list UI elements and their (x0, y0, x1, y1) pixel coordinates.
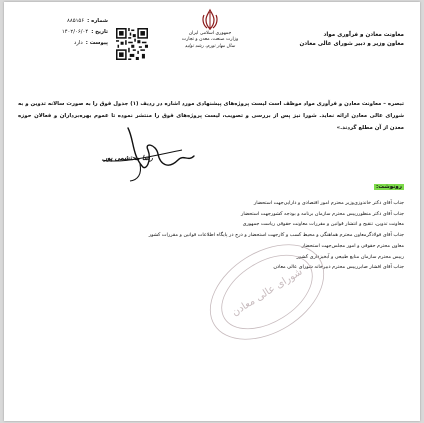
signer-name: رضا محتشمی پور (104, 154, 153, 162)
handwritten-signature (82, 120, 202, 182)
cc-item: معاون محترم حقوقی و امور مجلس‌جهت استحضار (301, 242, 404, 249)
cc-title-text: رونوشت: (376, 184, 402, 190)
date-label: تاریخ : (91, 29, 108, 35)
number-value: ۸۸۵۱۵۶ (67, 18, 85, 24)
date-value: ۱۴۰۲/۰۶/۰۴ (61, 29, 89, 35)
cc-item: رییس محترم سازمان منابع طبیعی و آبخیزداری کشور (296, 253, 404, 260)
letter-body: تبصره – معاونت معادن و فرآوری مواد موظف است لیست پروژه‌های پیشنهادی مورد اشاره در ردیف (۱) جدول فوق را به صورت سالانه تدوین و به شورای عالی معادن ارائه نماید. شورا نیز پس از بررسی و تصویب، لیست پروژه‌های فوق را منتشر نموده تا عموم بهره‌برداران و فعالان حوزه معدن از آن مطلع گردند.» (18, 101, 404, 131)
cc-item: جناب آقای افشار صابر‌رییس محترم دبیرخانه شورای عالی معادن (273, 264, 404, 271)
attachment-label: پیوست : (85, 40, 108, 46)
republic-name: جمهوری اسلامی ایران (188, 31, 232, 36)
attachment-row (18, 38, 108, 49)
cc-item: معاونت تدوین، تنقیح و انتشار قوانین و مقررات معاونت حقوقی ریاست جمهوری (242, 221, 404, 228)
letter-meta (18, 16, 108, 49)
ministry-department: معاونت معادن و فرآوری مواد (323, 32, 404, 38)
cc-item: جناب آقای دکتر منظور‌رییس محترم سازمان برنامه و بودجه کشور‌جهت استحضار (241, 210, 404, 217)
ministry-header (254, 31, 404, 49)
stamp-text: شورای عالی معادن (230, 266, 305, 319)
qr-code (116, 28, 148, 60)
iran-emblem-icon (200, 8, 220, 32)
number-label: شماره : (87, 18, 108, 24)
ministry-name: وزارت صنعت، معدن و تجارت (181, 37, 239, 43)
cc-title (214, 184, 404, 190)
letter-page (4, 2, 420, 421)
attachment-value: دارد (73, 40, 83, 46)
letter-number-row (18, 16, 108, 27)
year-slogan: سال مهار تورم، رشد تولید (184, 43, 236, 49)
cc-list (18, 198, 404, 273)
ministry-position: معاون وزیر و دبیر شورای عالی معادن (299, 41, 404, 47)
cc-item: جناب آقای فولادگر‌معاون محترم هماهنگی و محیط کسب و کار‌جهت استحضار و درج در پایگاه اطلاعات قوانین و مقررات کشور (148, 232, 404, 239)
government-header (164, 31, 256, 50)
letter-date-row (18, 27, 108, 38)
cc-item: جناب آقای دکتر خاندوزی‌وزیر محترم امور اقتصادی و دارایی‌جهت استحضار (253, 200, 404, 206)
